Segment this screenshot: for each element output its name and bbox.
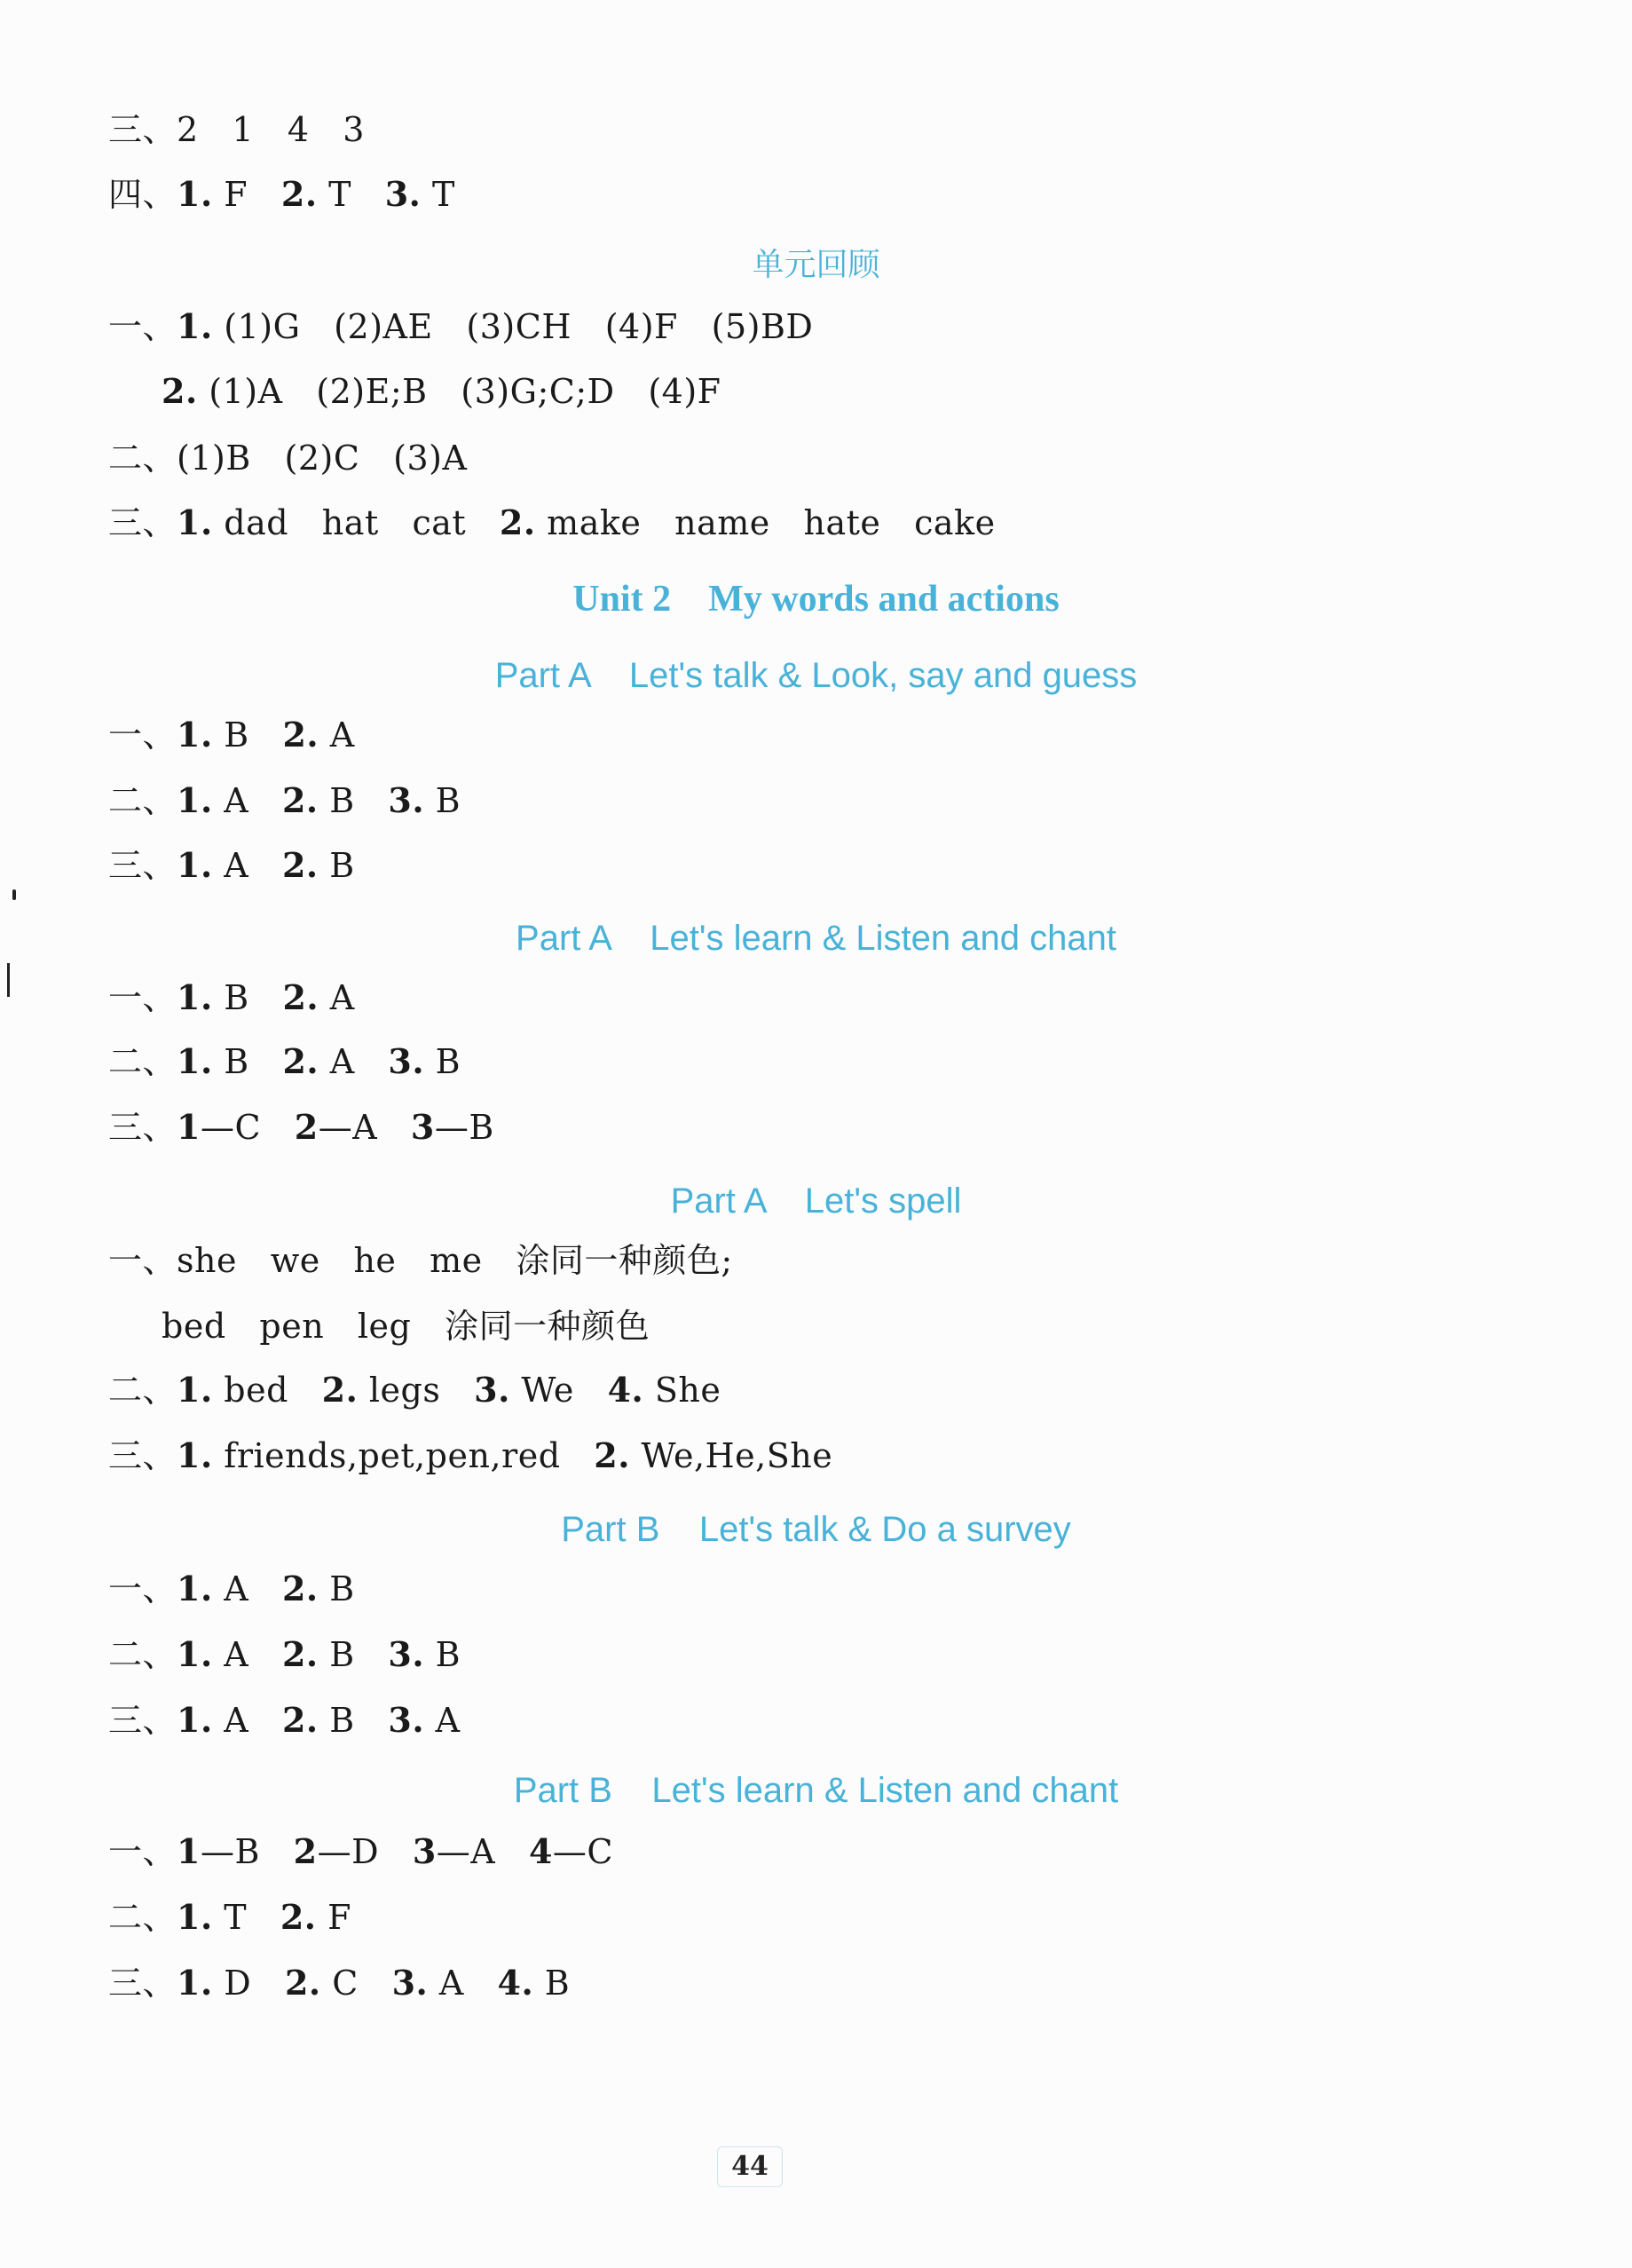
section-heading: Unit 2 My words and actions <box>572 579 1060 620</box>
answer-line: 一、1. (1)G (2)AE (3)CH (4)F (5)BD <box>108 306 814 346</box>
scan-mark <box>12 889 16 900</box>
answer-line: 一、1—B 2—D 3—A 4—C <box>108 1831 613 1871</box>
answer-line: 2. (1)A (2)E;B (3)G;C;D (4)F <box>162 371 721 411</box>
answer-line: 三、1—C 2—A 3—B <box>108 1107 494 1147</box>
answer-line: 三、1. A 2. B <box>108 845 355 885</box>
answer-line: 二、(1)B (2)C (3)A <box>108 439 468 478</box>
page-number: 44 <box>717 2146 783 2187</box>
answer-line: 一、she we he me 涂同一种颜色; <box>108 1241 733 1280</box>
answer-line: 三、2 1 4 3 <box>108 110 365 149</box>
section-heading: Part B Let's talk & Do a survey <box>561 1510 1071 1549</box>
answer-line: 四、1. F 2. T 3. T <box>108 174 455 214</box>
answer-line: 一、1. A 2. B <box>108 1569 355 1608</box>
answer-line: 二、1. bed 2. legs 3. We 4. She <box>108 1370 721 1410</box>
section-heading: Part A Let's learn & Listen and chant <box>516 919 1116 958</box>
answer-line: 二、1. T 2. F <box>108 1897 351 1937</box>
answer-line: 三、1. A 2. B 3. A <box>108 1700 461 1740</box>
section-heading: 单元回顾 <box>752 247 880 283</box>
answer-line: bed pen leg 涂同一种颜色 <box>162 1307 650 1346</box>
answer-line: 二、1. A 2. B 3. B <box>108 1634 461 1674</box>
answer-line: 二、1. A 2. B 3. B <box>108 780 461 820</box>
answer-line: 一、1. B 2. A <box>108 977 355 1017</box>
answer-line: 三、1. D 2. C 3. A 4. B <box>108 1963 571 2003</box>
answer-line: 一、1. B 2. A <box>108 715 355 755</box>
answer-line: 二、1. B 2. A 3. B <box>108 1041 461 1081</box>
section-heading: Part A Let's spell <box>670 1181 962 1221</box>
section-heading: Part B Let's learn & Listen and chant <box>513 1771 1119 1810</box>
scan-mark <box>7 963 10 997</box>
answer-line: 三、1. friends,pet,pen,red 2. We,He,She <box>108 1435 833 1475</box>
section-heading: Part A Let's talk & Look, say and guess <box>494 656 1138 695</box>
answer-line: 三、1. dad hat cat 2. make name hate cake <box>108 502 996 542</box>
